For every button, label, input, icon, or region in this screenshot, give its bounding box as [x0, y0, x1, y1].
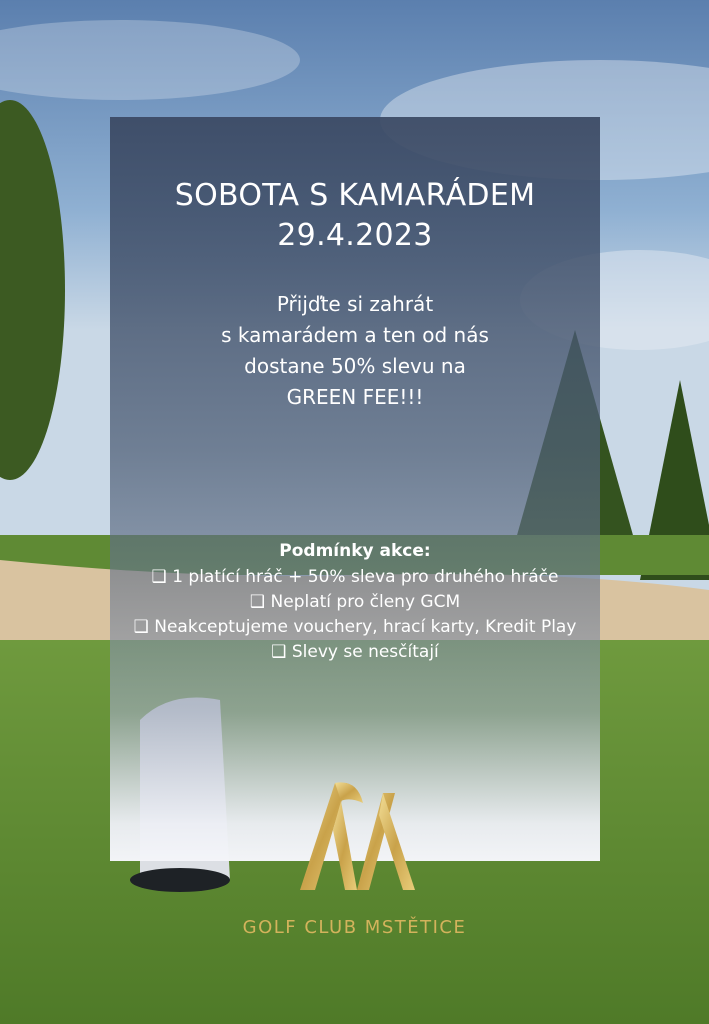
- condition-item: [132, 590, 578, 615]
- club-logo-icon: [295, 775, 420, 893]
- condition-text: Slevy se nesčítají: [291, 642, 439, 662]
- event-panel: [110, 117, 600, 861]
- intro-line: s kamarádem a ten od nás: [221, 323, 489, 347]
- conditions-heading: Podmínky akce:: [279, 541, 431, 561]
- event-intro: [110, 289, 600, 413]
- intro-line: Přijďte si zahrát: [276, 292, 434, 316]
- condition-item: [132, 615, 578, 640]
- checkbox-icon: ❑: [271, 642, 287, 662]
- conditions-list: [132, 565, 578, 665]
- condition-item: [132, 640, 578, 665]
- intro-line: dostane 50% slevu na: [244, 354, 466, 378]
- checkbox-icon: ❑: [133, 617, 149, 637]
- checkbox-icon: ❑: [151, 567, 167, 587]
- intro-line: GREEN FEE!!!: [286, 385, 424, 409]
- event-date: 29.4.2023: [277, 218, 433, 253]
- condition-text: Neakceptujeme vouchery, hrací karty, Kredit Play: [154, 617, 577, 637]
- condition-item: [132, 565, 578, 590]
- club-name: GOLF CLUB MSTĚTICE: [242, 917, 467, 938]
- checkbox-icon: ❑: [249, 592, 266, 612]
- condition-text: 1 platící hráč + 50% sleva pro druhého hráče: [172, 567, 559, 587]
- event-title: SOBOTA S KAMARÁDEM: [174, 178, 536, 213]
- condition-text: Neplatí pro členy GCM: [270, 592, 461, 612]
